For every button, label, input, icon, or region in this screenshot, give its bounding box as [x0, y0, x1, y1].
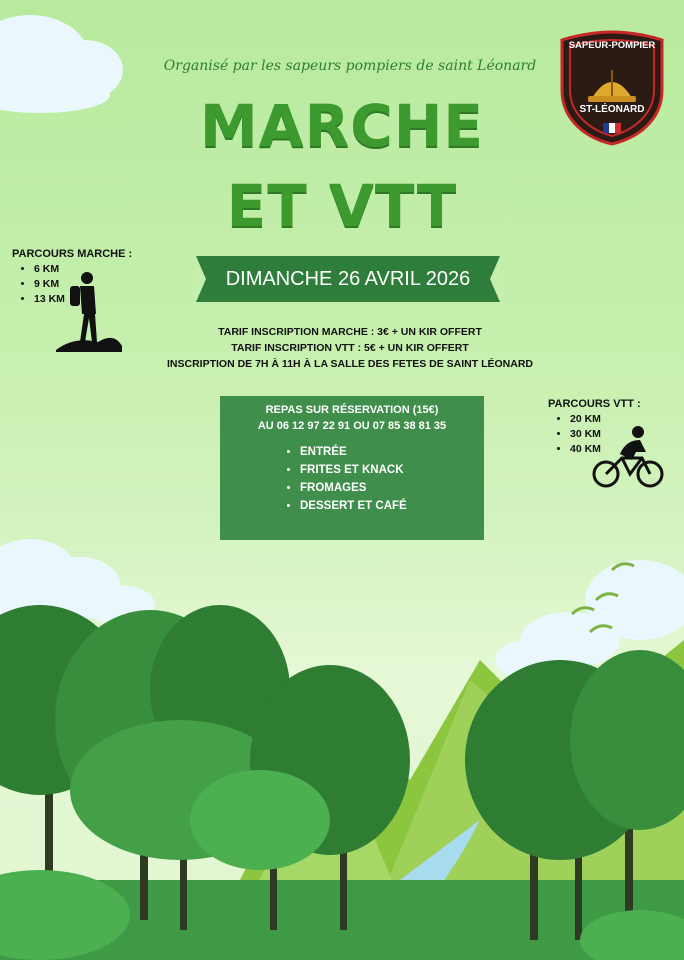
logo-text-bottom: ST-LÉONARD [579, 104, 645, 115]
logo-text-top: SAPEUR-POMPIER [568, 40, 656, 51]
list-item: • 20 KM [570, 413, 668, 425]
hiker-icon [54, 270, 124, 354]
meal-list [220, 446, 484, 512]
parcours-vtt-title: PARCOURS VTT : [548, 398, 641, 410]
cloud-top-left [0, 15, 123, 113]
list-item: • 40 KM [570, 443, 668, 455]
tarif-vtt: TARIF INSCRIPTION VTT : 5€ + UN KIR OFFERT [231, 342, 469, 354]
list-item: • 30 KM [570, 428, 668, 440]
list-item: • FROMAGES [300, 482, 484, 494]
date-banner: DIMANCHE 26 AVRIL 2026 [196, 256, 500, 302]
organizer-line: Organisé par les sapeurs pompiers de saint Léonard [163, 58, 537, 74]
title-line2: ET VTT [226, 172, 458, 240]
list-item: • DESSERT ET CAFÉ [300, 500, 484, 512]
cyclist-icon [592, 424, 666, 488]
list-item: • FRITES ET KNACK [300, 464, 484, 476]
inscription-info: INSCRIPTION DE 7H À 11H À LA SALLE DES FETES DE SAINT LÉONARD [167, 358, 533, 370]
list-item: • 6 KM [34, 263, 142, 275]
list-item: • ENTRÉE [300, 446, 484, 458]
parcours-marche-title: PARCOURS MARCHE : [12, 248, 133, 260]
meal-heading-1: REPAS SUR RÉSERVATION (15€) [265, 404, 439, 416]
meal-heading-2: AU 06 12 97 22 91 OU 07 85 38 81 35 [257, 420, 447, 432]
list-item: • 9 KM [34, 278, 142, 290]
tarif-marche: TARIF INSCRIPTION MARCHE : 3€ + UN KIR OFFERT [218, 326, 482, 338]
meal-box [220, 396, 484, 540]
flag-icon [603, 123, 621, 133]
title-line1: MARCHE [200, 92, 484, 160]
list-item: • 13 KM [34, 293, 142, 305]
